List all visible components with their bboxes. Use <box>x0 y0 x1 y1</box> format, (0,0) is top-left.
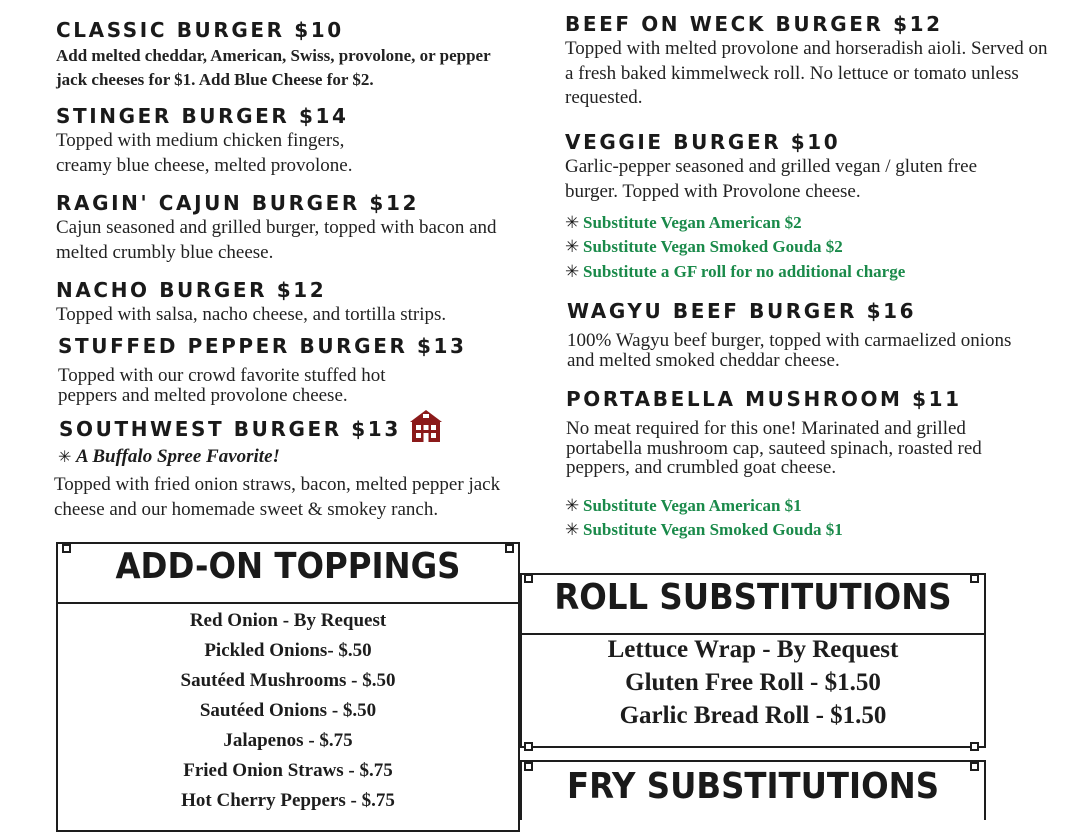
menu-item-southwest-burger <box>54 408 524 522</box>
item-title: STUFFED PEPPER BURGER $13 <box>58 334 467 358</box>
list-item: Red Onion - By Request <box>189 610 387 631</box>
menu-item-veggie-burger <box>565 129 1005 204</box>
item-description: Garlic-pepper seasoned and grilled vegan / gluten free burger. Topped with Provolone cheese. <box>565 156 978 202</box>
item-description: 100% Wagyu beef burger, topped with carmaelized onions and melted smoked cheddar cheese. <box>567 330 1012 371</box>
item-title: CLASSIC BURGER $10 <box>56 18 344 42</box>
box-corner-ornament <box>505 544 514 553</box>
addon-toppings-box <box>56 542 520 832</box>
list-item: Fried Onion Straws - $.75 <box>183 760 393 781</box>
box-corner-ornament <box>970 574 979 583</box>
menu-item-ragin-cajun-burger <box>56 190 518 265</box>
addon-toppings-list <box>58 606 518 816</box>
roll-substitutions-title: ROLL SUBSTITUTIONS <box>522 575 984 635</box>
item-title: STINGER BURGER $14 <box>56 104 349 128</box>
list-item: Jalapenos - $.75 <box>223 730 353 751</box>
item-title: PORTABELLA MUSHROOM $11 <box>566 387 962 411</box>
menu-item-wagyu-beef-burger <box>567 298 1037 370</box>
list-item: Pickled Onions- $.50 <box>204 640 372 661</box>
item-title: BEEF ON WECK BURGER $12 <box>565 12 943 36</box>
list-item: Lettuce Wrap - By Request <box>607 636 899 663</box>
asterisk-icon: ✳ <box>58 449 72 466</box>
asterisk-icon: ✳ <box>565 213 580 232</box>
menu-item-beef-on-weck-burger <box>565 11 1057 111</box>
box-corner-ornament <box>524 742 533 751</box>
favorite-label: A Buffalo Spree Favorite! <box>76 446 280 467</box>
list-item: Garlic Bread Roll - $1.50 <box>619 702 887 729</box>
roll-substitutions-list <box>522 633 984 732</box>
fry-substitutions-title: FRY SUBSTITUTIONS <box>566 766 940 807</box>
substitution-option: ✳ Substitute a GF roll for no additional charge <box>565 260 905 284</box>
item-description: Topped with fried onion straws, bacon, melted pepper jack cheese and our homemade sweet & smokey ranch. <box>54 474 501 520</box>
list-item: Sautéed Mushrooms - $.50 <box>180 670 396 691</box>
substitution-option: ✳ Substitute Vegan Smoked Gouda $2 <box>565 235 843 259</box>
item-title: RAGIN' CAJUN BURGER $12 <box>56 191 419 215</box>
list-item: Sautéed Onions - $.50 <box>199 700 377 721</box>
item-description: Topped with our crowd favorite stuffed hot peppers and melted provolone cheese. <box>58 365 386 406</box>
box-corner-ornament <box>524 574 533 583</box>
fry-substitutions-box <box>520 760 986 820</box>
item-description: Add melted cheddar, American, Swiss, provolone, or pepper jack cheeses for $1. Add Blue Cheese for $2. <box>56 46 491 89</box>
box-corner-ornament <box>62 544 71 553</box>
list-item: Gluten Free Roll - $1.50 <box>625 669 881 696</box>
item-title: VEGGIE BURGER $10 <box>565 130 841 154</box>
item-description: Cajun seasoned and grilled burger, topped with bacon and melted crumbly blue cheese. <box>56 217 497 263</box>
addon-toppings-title: ADD-ON TOPPINGS <box>58 544 518 604</box>
menu-item-nacho-burger <box>56 277 518 328</box>
menu-item-portabella-mushroom <box>566 386 1006 478</box>
house-icon <box>407 408 445 449</box>
substitution-option: ✳ Substitute Vegan Smoked Gouda $1 <box>565 518 843 542</box>
asterisk-icon: ✳ <box>565 237 580 256</box>
substitution-option: ✳ Substitute Vegan American $2 <box>565 211 802 235</box>
item-title: WAGYU BEEF BURGER $16 <box>567 299 917 323</box>
menu-item-classic-burger <box>56 17 506 92</box>
item-description: No meat required for this one! Marinated and grilled portabella mushroom cap, sauteed spinach, roasted red peppers, and crumbled goat cheese. <box>566 418 982 478</box>
asterisk-icon: ✳ <box>565 520 580 539</box>
item-description: Topped with medium chicken fingers, creamy blue cheese, melted provolone. <box>56 130 353 176</box>
list-item: Hot Cherry Peppers - $.75 <box>181 790 395 811</box>
asterisk-icon: ✳ <box>565 262 580 281</box>
item-title: SOUTHWEST BURGER $13 <box>59 416 401 441</box>
item-title: NACHO BURGER $12 <box>56 278 327 302</box>
roll-substitutions-box <box>520 573 986 748</box>
asterisk-icon: ✳ <box>565 496 580 515</box>
substitution-option: ✳ Substitute Vegan American $1 <box>565 494 802 518</box>
item-description: Topped with salsa, nacho cheese, and tortilla strips. <box>56 304 447 325</box>
item-description: Topped with melted provolone and horseradish aioli. Served on a fresh baked kimmelweck roll. No lettuce or tomato unless requested. <box>565 38 1048 108</box>
box-corner-ornament <box>970 742 979 751</box>
menu-item-stuffed-pepper-burger <box>58 333 467 406</box>
box-corner-ornament <box>524 762 533 771</box>
box-corner-ornament <box>970 762 979 771</box>
menu-item-stinger-burger <box>56 103 396 178</box>
